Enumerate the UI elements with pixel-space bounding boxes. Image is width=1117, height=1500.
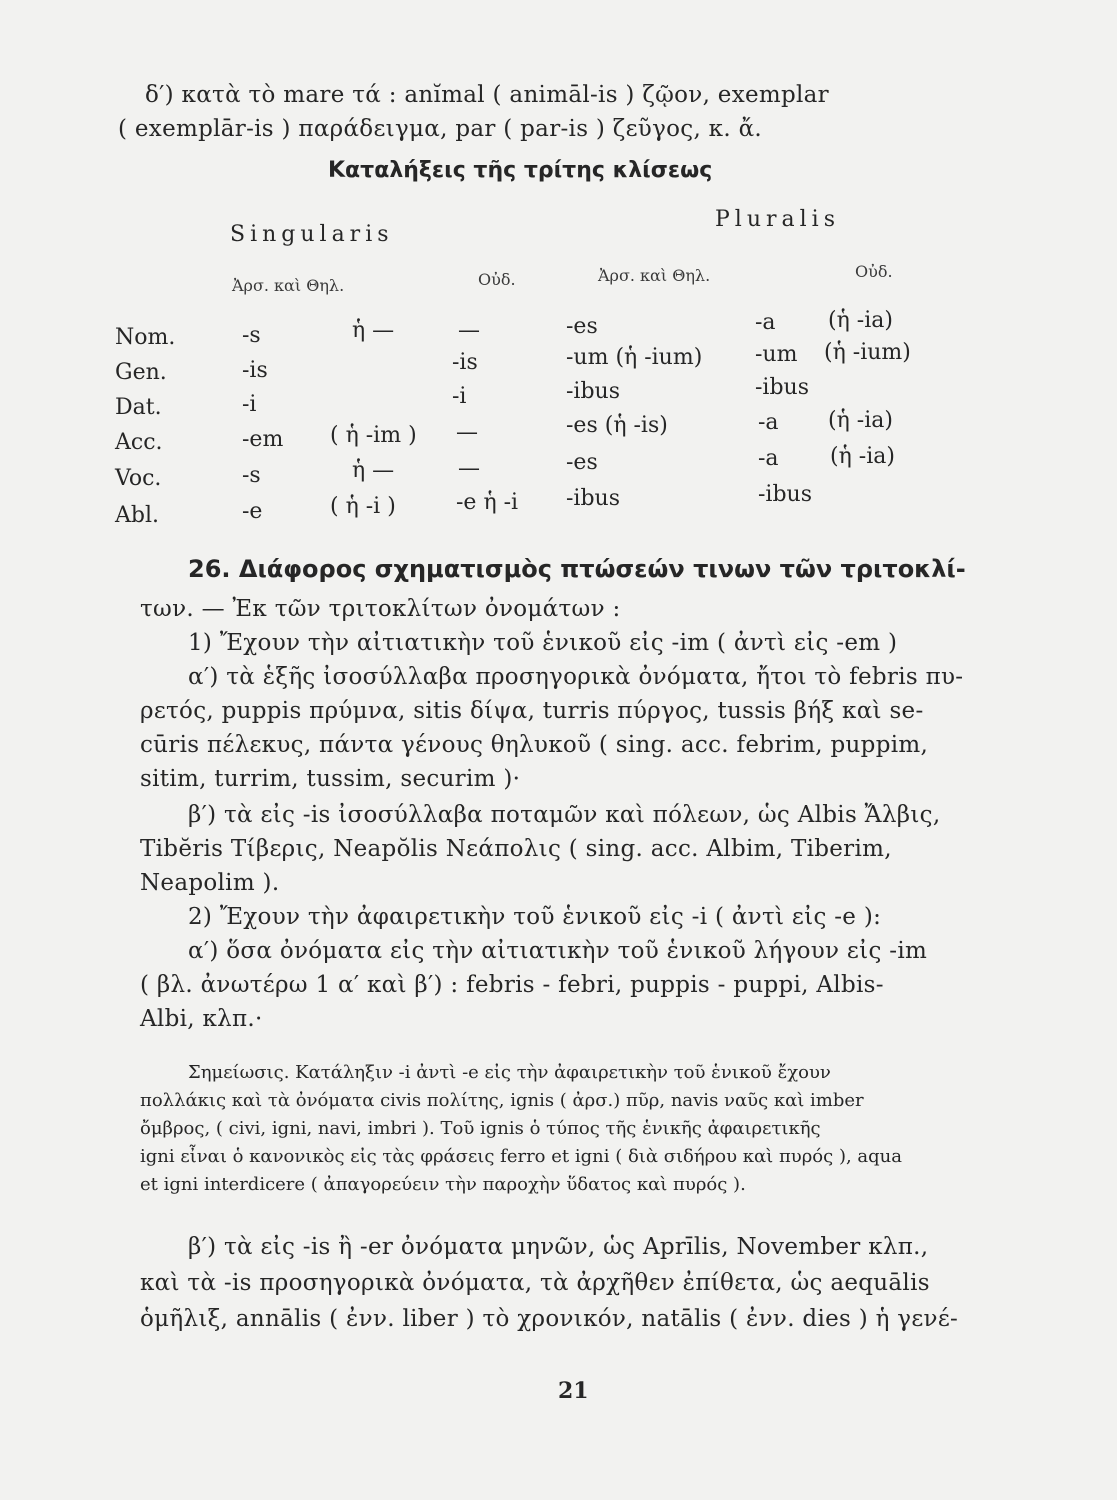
case-label: Gen. — [115, 360, 167, 385]
sg-n-ending: -is — [452, 350, 478, 375]
singularis-label: Singularis — [230, 222, 394, 247]
note-line: πολλάκις καὶ τὰ ὀνόματα civis πολίτης, ignis ( ἀρσ.) πῦρ, navis ναῦς καὶ imber — [140, 1090, 864, 1111]
sg-alt-ending: ( ἡ -im ) — [330, 423, 417, 448]
sg-mf-ending: -is — [242, 358, 268, 383]
pl-n-alt-ending: (ἡ -ium) — [824, 340, 911, 365]
table-title: Καταλήξεις τῆς τρίτης κλίσεως — [328, 158, 713, 183]
text-line: β′) τὰ εἰς -is ἰσοσύλλαβα ποταμῶν καὶ πόλεων, ὡς Albis Ἄλβις, — [188, 802, 941, 828]
sg-n-ending: -e ἡ -i — [456, 490, 519, 515]
pl-n-ending: -a — [755, 310, 776, 335]
note-line: igni εἶναι ὁ κανονικὸς εἰς τὰς φράσεις ferro et igni ( διὰ σιδήρου καὶ πυρός ), aqua — [140, 1146, 902, 1167]
sub-header-pl-neut: Οὐδ. — [855, 262, 893, 281]
pl-n-ending: -ibus — [755, 375, 810, 400]
pl-n-ending: -a — [758, 410, 779, 435]
note-line: ὄμβρος, ( civi, igni, navi, imbri ). Τοῦ ignis ὁ τύπος τῆς ἑνικῆς ἀφαιρετικῆς — [140, 1118, 821, 1139]
sg-mf-ending: -em — [242, 427, 284, 452]
text-line: β′) τὰ εἰς -is ἢ -er ὀνόματα μηνῶν, ὡς Aprīlis, November κλπ., — [188, 1234, 929, 1260]
page-number: 21 — [558, 1378, 589, 1404]
case-label: Voc. — [115, 466, 162, 491]
text-line: α′) τὰ ἑξῆς ἰσοσύλλαβα προσηγορικὰ ὀνόματα, ἤτοι τὸ febris πυ- — [188, 664, 964, 690]
section-heading: 26. Διάφορος σχηματισμὸς πτώσεών τινων τῶν τριτοκλί- — [188, 555, 966, 583]
text-line: ὁμῆλιξ, annālis ( ἐνν. liber ) τὸ χρονικόν, natālis ( ἐνν. dies ) ἡ γενέ- — [140, 1306, 959, 1332]
text-line: cūris πέλεκυς, πάντα γένους θηλυκοῦ ( sing. acc. febrim, puppim, — [140, 732, 929, 758]
text-line: Neapolim ). — [140, 870, 280, 896]
pl-n-ending: -ibus — [758, 482, 813, 507]
text-line: ( exemplār-is ) παράδειγμα, par ( par-is ) ζεῦγος, κ. ἄ. — [118, 116, 763, 142]
sg-mf-ending: -s — [242, 323, 261, 348]
text-line: δ′) κατὰ τὸ mare τά : anĭmal ( animāl-is ) ζῷον, exemplar — [145, 82, 829, 108]
text-line: sitim, turrim, tussim, securim )· — [140, 766, 521, 792]
sg-mf-ending: -s — [242, 463, 261, 488]
sub-header-sg-masc-fem: Ἀρσ. καὶ Θηλ. — [232, 276, 345, 295]
sub-header-sg-neut: Οὐδ. — [478, 270, 516, 289]
sg-alt-ending: ἡ — — [352, 458, 395, 483]
pl-mf-ending: -es — [566, 314, 598, 339]
text-line: των. — Ἐκ τῶν τριτοκλίτων ὀνομάτων : — [140, 596, 621, 622]
pluralis-label: Pluralis — [715, 207, 841, 232]
sg-n-ending: — — [456, 420, 478, 445]
sg-n-ending: — — [458, 456, 480, 481]
text-line: 2) Ἔχουν τὴν ἀφαιρετικὴν τοῦ ἑνικοῦ εἰς -i ( ἀντὶ εἰς -e ): — [188, 904, 882, 930]
text-line: α′) ὅσα ὀνόματα εἰς τὴν αἰτιατικὴν τοῦ ἑνικοῦ λήγουν εἰς -im — [188, 938, 928, 964]
note-line: Σημείωσις. Κατάληξιν -i ἀντὶ -e εἰς τὴν ἀφαιρετικὴν τοῦ ἑνικοῦ ἔχουν — [188, 1062, 831, 1083]
text-line: Albi, κλπ.· — [140, 1006, 263, 1032]
sg-mf-ending: -e — [242, 499, 263, 524]
sg-n-ending: -i — [452, 384, 467, 409]
text-line: ρετός, puppis πρύμνα, sitis δίψα, turris πύργος, tussis βήξ καὶ se- — [140, 698, 924, 724]
pl-n-alt-ending: (ἡ -ia) — [828, 308, 893, 333]
pl-mf-ending: -um (ἡ -ium) — [566, 345, 703, 370]
sg-n-ending: — — [458, 318, 480, 343]
pl-mf-ending: -es (ἡ -is) — [566, 413, 668, 438]
sg-mf-ending: -i — [242, 392, 257, 417]
pl-mf-ending: -ibus — [566, 379, 621, 404]
case-label: Acc. — [115, 430, 163, 455]
case-label: Dat. — [115, 395, 162, 420]
sg-alt-ending: ( ἡ -i ) — [330, 494, 396, 519]
case-label: Abl. — [115, 503, 159, 528]
text-line: 1) Ἔχουν τὴν αἰτιατικὴν τοῦ ἑνικοῦ εἰς -im ( ἀντὶ εἰς -em ) — [188, 630, 898, 656]
sg-alt-ending: ἡ — — [352, 318, 395, 343]
pl-n-alt-ending: (ἡ -ia) — [828, 408, 893, 433]
text-line: Tibĕris Τίβερις, Neapŏlis Νεάπολις ( sing. acc. Albim, Tiberim, — [140, 836, 892, 862]
text-line: καὶ τὰ -is προσηγορικὰ ὀνόματα, τὰ ἀρχῆθεν ἐπίθετα, ὡς aequālis — [140, 1270, 930, 1296]
pl-n-ending: -a — [758, 446, 779, 471]
sub-header-pl-masc-fem: Ἀρσ. καὶ Θηλ. — [598, 266, 711, 285]
pl-n-alt-ending: (ἡ -ia) — [830, 444, 895, 469]
pl-n-ending: -um — [755, 342, 798, 367]
text-line: ( βλ. ἀνωτέρω 1 α′ καὶ β′) : febris - febri, puppis - puppi, Albis- — [140, 972, 884, 998]
pl-mf-ending: -ibus — [566, 486, 621, 511]
case-label: Nom. — [115, 325, 176, 350]
note-line: et igni interdicere ( ἀπαγορεύειν τὴν παροχὴν ὕδατος καὶ πυρός ). — [140, 1174, 746, 1195]
pl-mf-ending: -es — [566, 450, 598, 475]
